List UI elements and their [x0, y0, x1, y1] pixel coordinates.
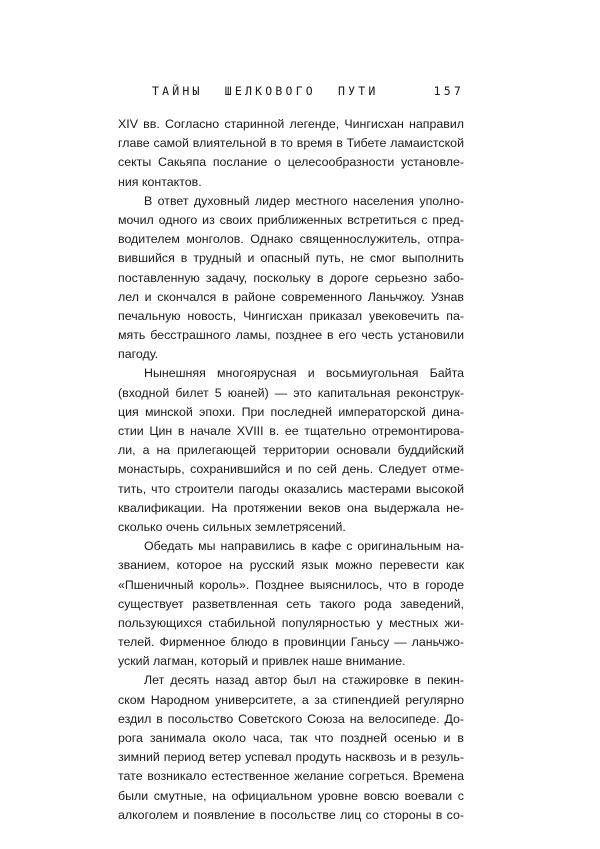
text-line: пользующихся стабильной популярностью у местных жи-: [118, 615, 464, 630]
paragraph: [118, 192, 464, 365]
text-line: ния контактов.: [118, 174, 202, 189]
text-line: мять бесстрашного ламы, позднее в его честь установили: [118, 328, 464, 343]
text-line: «Пшеничный король». Позднее выяснилось, что в городе: [118, 577, 464, 592]
text-line: Нынешняя многоярусная и восьмиугольная Байта: [144, 366, 464, 381]
text-line: уский лагман, который и привлек наше внимание.: [118, 654, 406, 669]
text-line: печальную новость, Чингисхан приказал увековечить па-: [118, 308, 464, 323]
running-title: ТАЙНЫ ШЕЛКОВОГО ПУТИ: [152, 84, 379, 98]
text-line: тить, что строители пагоды оказались мастерами высокой: [118, 481, 464, 496]
text-line: ском Народном университете, а за стипендией регулярно: [118, 692, 464, 707]
text-line: секты Сакьяпа послание о целесообразности установле-: [118, 155, 464, 170]
text-line: монастырь, сохранившийся и по сей день. Следует отме-: [118, 462, 464, 477]
body-text: [118, 115, 464, 825]
text-line: существует разветвленная сеть такого рода заведений,: [118, 596, 464, 611]
text-line: тате возникало естественное желание согреться. Времена: [118, 769, 464, 784]
text-line: алкоголем и появление в посольстве лиц со стороны в со-: [118, 807, 464, 822]
text-line: главе самой влиятельной в то время в Тибете ламаистской: [118, 136, 464, 151]
paragraph: [118, 537, 464, 671]
page-number: 157: [433, 84, 464, 98]
text-line: поставленную задачу, поскольку в дороге серьезно забо-: [118, 270, 464, 285]
text-line: водителем монголов. Однако священнослужитель, отпра-: [118, 232, 464, 247]
text-line: Лет десять назад автор был на стажировке в пекин-: [144, 673, 464, 688]
text-line: сколько очень сильных землетрясений.: [118, 519, 346, 534]
text-line: вившийся в трудный и опасный путь, не смог выполнить: [118, 251, 464, 266]
text-line: пагоду.: [118, 347, 159, 362]
text-line: ездил в посольство Советского Союза на велосипеде. До-: [118, 711, 464, 726]
text-line: Обедать мы направились в кафе с оригинальным на-: [144, 539, 464, 554]
paragraph: [118, 115, 464, 192]
text-line: (входной билет 5 юаней) — это капитальная реконструк-: [118, 385, 464, 400]
text-line: ция минской эпохи. При последней императорской дина-: [118, 404, 464, 419]
paragraph: [118, 671, 464, 825]
text-line: зимний период ветер успевал продуть насквозь и в резуль-: [118, 750, 464, 765]
text-line: были смутные, на официальном уровне вовсю воевали с: [118, 788, 464, 803]
text-line: стии Цин в начале XVIII в. ее тщательно отремонтирова-: [118, 424, 464, 438]
paragraph: [118, 364, 464, 537]
text-line: званием, которое на русский язык можно перевести как: [118, 558, 464, 573]
text-line: ли, а на прилегающей территории основали буддийский: [118, 443, 464, 458]
text-line: В ответ духовный лидер местного населения уполно-: [144, 193, 464, 208]
text-line: лел и скончался в районе современного Ланьчжоу. Узнав: [118, 289, 464, 304]
text-line: мочил одного из своих приближенных встретиться с пред-: [118, 212, 464, 227]
text-line: XIV вв. Согласно старинной легенде, Чингисхан направил: [118, 117, 464, 131]
text-line: телей. Фирменное блюдо в провинции Ганьсу — ланьчжо-: [118, 635, 464, 650]
text-line: рога занимала около часа, так что поздней осенью и в: [118, 731, 464, 745]
text-line: квалификации. На протяжении веков она выдержала не-: [118, 500, 464, 515]
running-head: [118, 84, 464, 102]
